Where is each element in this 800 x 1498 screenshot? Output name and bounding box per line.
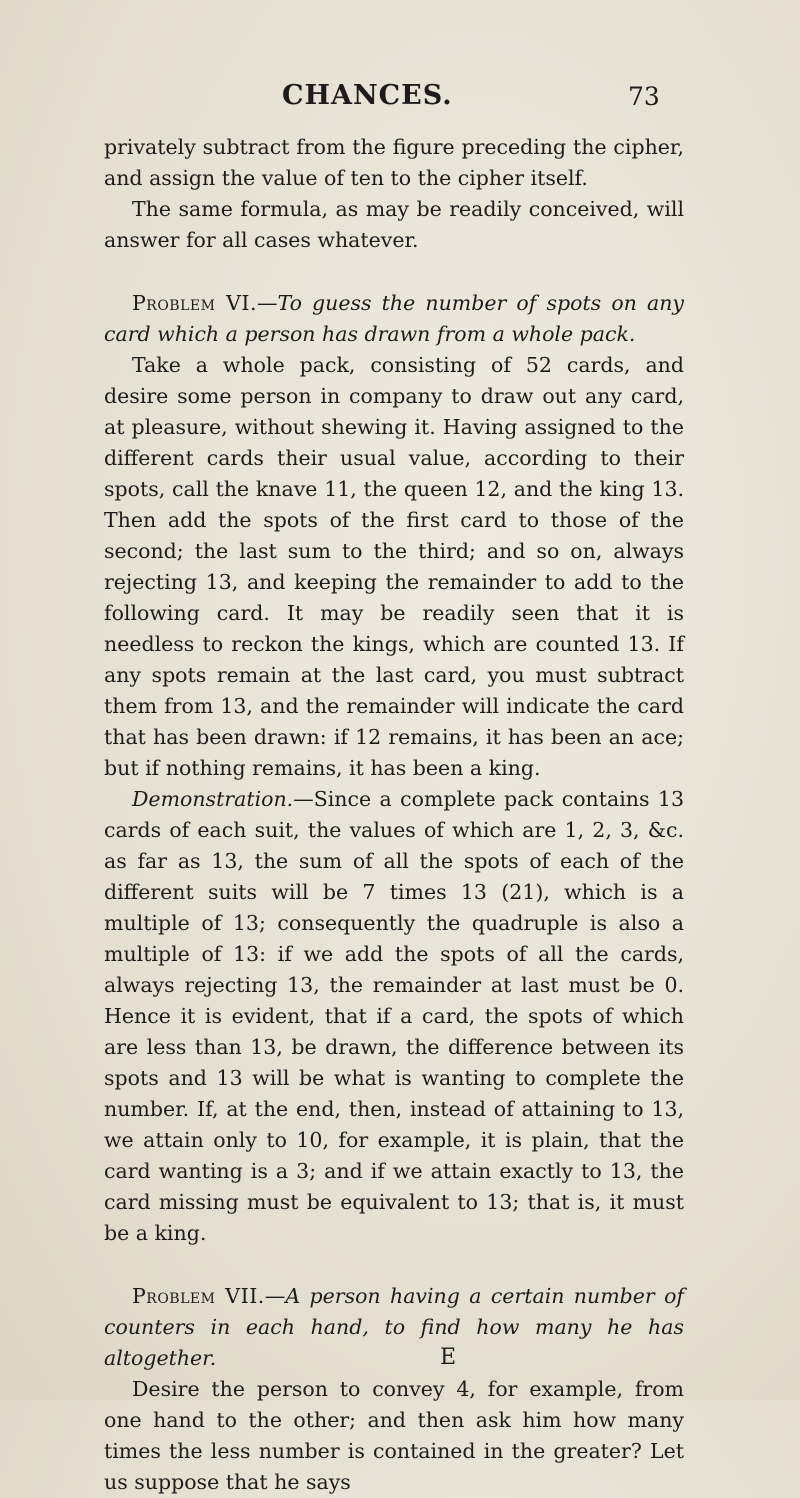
demonstration-text: Since a complete pack contains 13 cards of each suit, the values of which are 1, 2, 3, &c. as far as 13, the sum of all the spots of each of the different suits will be 7 times 13 (21), which is a multiple of 13; consequently the quadruple is also a multiple of 13: if we add the spots of all the cards, always rejecting 13, the remainder at last must be 0. Hence it is evident, that if a card, the spots of which are less than 13, be drawn, the difference between its spots and 13 will be what is wanting to complete the number. If, at the end, then, instead of attaining to 13, we attain only to 10, for example, it is plain, that the card wanting is a 3; and if we attain exactly to 13, the card missing must be equivalent to 13; that is, it must be a king. <box>104 787 684 1245</box>
paragraph-method: Take a whole pack, consisting of 52 cards, and desire some person in company to draw out any card, at pleasure, without shewing it. Having assigned to the different cards their usual value, according to their spots, call the knave 11, the queen 12, and the king 13. Then add the spots of the first card to those of the second; the last sum to the third; and so on, always rejecting 13, and keeping the remainder to add to the following card. It may be readily seen that it is needless to reckon the kings, which are counted 13. If any spots remain at the last card, you must subtract them from 13, and the remainder will indicate the card that has been drawn: if 12 remains, it has been an ace; but if nothing remains, it has been a king. <box>104 353 684 780</box>
problem-6-heading <box>104 288 684 350</box>
problem-7-heading <box>104 1281 684 1374</box>
paragraph-formula: The same formula, as may be readily conceived, will answer for all cases whatever. <box>104 197 684 252</box>
problem-7-dash: — <box>264 1284 286 1308</box>
problem-6-label: Problem VI. <box>132 291 257 315</box>
problem-7-title: A person having a certain number of counters in each hand, to find how many he has altogether. <box>104 1284 684 1370</box>
demonstration <box>104 784 684 1249</box>
demonstration-label: Demonstration. <box>132 787 294 811</box>
running-title: CHANCES. <box>282 80 453 111</box>
paragraph-continued: privately subtract from the figure preceding the cipher, and assign the value of ten to the cipher itself. <box>104 135 684 190</box>
page-number: 73 <box>628 82 660 111</box>
problem-7-label: Problem VII. <box>132 1284 265 1308</box>
paragraph-counters: Desire the person to convey 4, for example, from one hand to the other; and then ask him how many times the less number is contained in the greater? Let us suppose that he says <box>104 1377 684 1494</box>
signature-mark: E <box>440 1345 457 1370</box>
body-text <box>104 132 684 1498</box>
demonstration-dash: — <box>293 787 314 811</box>
problem-6-title: To guess the number of spots on any card which a person has drawn from a whole pack. <box>104 291 684 346</box>
running-head <box>0 80 800 120</box>
problem-6-dash: — <box>257 291 278 315</box>
